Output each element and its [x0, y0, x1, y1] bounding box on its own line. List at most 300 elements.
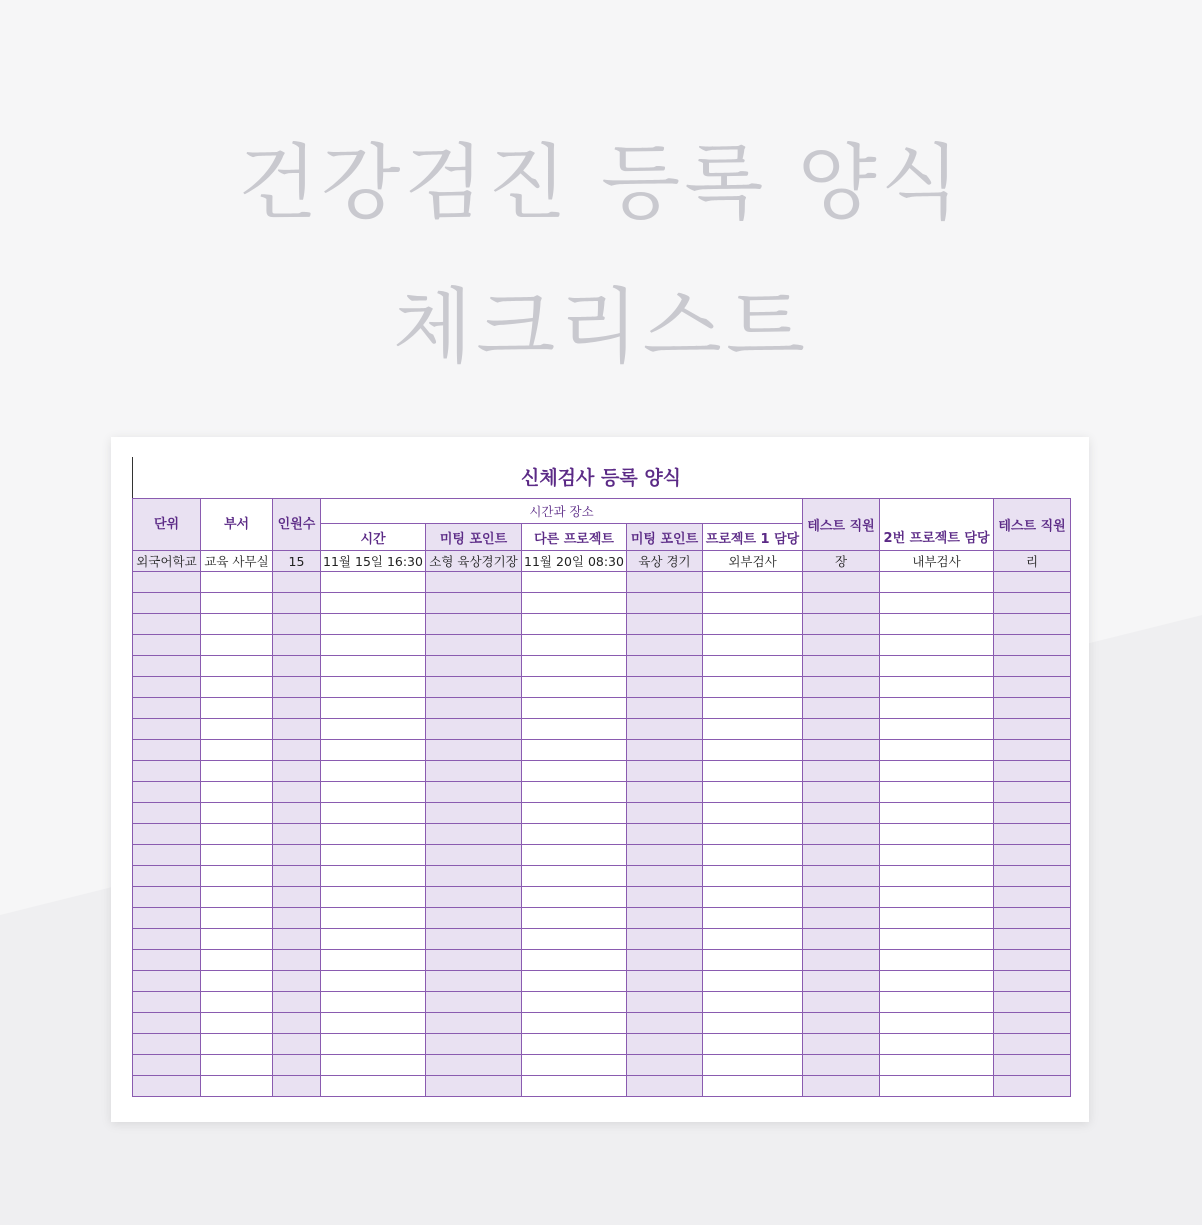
table-cell[interactable] [201, 635, 273, 656]
table-cell[interactable] [273, 761, 321, 782]
table-cell[interactable] [522, 1013, 627, 1034]
table-cell[interactable] [522, 635, 627, 656]
table-cell[interactable] [133, 887, 201, 908]
table-cell[interactable] [133, 656, 201, 677]
table-cell[interactable] [627, 761, 703, 782]
table-cell[interactable] [627, 887, 703, 908]
table-cell[interactable] [994, 719, 1071, 740]
table-row [133, 992, 1071, 1013]
table-cell[interactable] [133, 971, 201, 992]
table-cell[interactable] [201, 803, 273, 824]
table-cell[interactable] [994, 803, 1071, 824]
table-cell[interactable] [522, 1055, 627, 1076]
table-cell[interactable] [522, 950, 627, 971]
table-cell[interactable] [273, 950, 321, 971]
table-cell[interactable] [201, 572, 273, 593]
table-cell[interactable] [201, 1076, 273, 1097]
table-cell[interactable] [133, 761, 201, 782]
table-cell[interactable] [426, 803, 522, 824]
table-cell[interactable] [880, 803, 994, 824]
table-cell[interactable] [880, 1055, 994, 1076]
table-cell[interactable] [321, 908, 426, 929]
table-cell[interactable] [133, 698, 201, 719]
headline-line2: 체크리스트 [392, 280, 810, 375]
table-cell[interactable] [522, 593, 627, 614]
table-cell[interactable] [703, 1076, 803, 1097]
table-cell[interactable] [321, 950, 426, 971]
table-cell[interactable] [201, 761, 273, 782]
table-cell[interactable] [133, 824, 201, 845]
table-cell[interactable] [703, 824, 803, 845]
table-cell[interactable] [133, 1055, 201, 1076]
table-cell[interactable] [273, 1055, 321, 1076]
table-cell[interactable] [133, 992, 201, 1013]
table-cell[interactable] [201, 929, 273, 950]
table-cell[interactable] [273, 614, 321, 635]
table-cell[interactable] [703, 950, 803, 971]
table-cell[interactable] [522, 908, 627, 929]
table-cell[interactable] [880, 845, 994, 866]
table-cell[interactable] [426, 887, 522, 908]
table-cell[interactable] [522, 698, 627, 719]
table-cell[interactable] [522, 845, 627, 866]
table-cell[interactable] [703, 677, 803, 698]
table-cell[interactable] [994, 887, 1071, 908]
table-cell[interactable]: 리 [994, 551, 1071, 572]
table-cell[interactable] [803, 866, 880, 887]
table-cell[interactable] [426, 782, 522, 803]
table-cell[interactable] [880, 656, 994, 677]
table-cell[interactable] [522, 782, 627, 803]
table-cell[interactable] [133, 677, 201, 698]
table-cell[interactable] [133, 614, 201, 635]
table-cell[interactable] [880, 866, 994, 887]
table-cell[interactable] [321, 761, 426, 782]
table-cell[interactable] [201, 782, 273, 803]
table-cell[interactable] [703, 614, 803, 635]
table-cell[interactable]: 11월 20일 08:30 [522, 551, 627, 572]
table-cell[interactable] [273, 803, 321, 824]
table-cell[interactable] [321, 1055, 426, 1076]
table-cell[interactable] [133, 908, 201, 929]
table-cell[interactable] [201, 656, 273, 677]
table-cell[interactable] [522, 572, 627, 593]
table-cell[interactable] [880, 908, 994, 929]
table-cell[interactable] [703, 866, 803, 887]
table-cell[interactable] [133, 929, 201, 950]
table-cell[interactable] [703, 992, 803, 1013]
table-cell[interactable] [803, 1076, 880, 1097]
table-cell[interactable] [273, 866, 321, 887]
table-cell[interactable] [627, 1076, 703, 1097]
table-cell[interactable] [201, 698, 273, 719]
table-row [133, 698, 1071, 719]
table-cell[interactable] [133, 782, 201, 803]
table-cell[interactable] [273, 572, 321, 593]
table-cell[interactable] [994, 1076, 1071, 1097]
table-cell[interactable] [201, 1034, 273, 1055]
table-cell[interactable] [133, 1076, 201, 1097]
table-cell[interactable] [627, 992, 703, 1013]
table-cell[interactable] [201, 866, 273, 887]
table-cell[interactable] [522, 1034, 627, 1055]
table-cell[interactable] [703, 698, 803, 719]
table-cell[interactable] [201, 740, 273, 761]
header-department: 부서 [201, 499, 273, 551]
table-cell[interactable] [426, 572, 522, 593]
table-row [133, 1055, 1071, 1076]
table-cell[interactable] [426, 740, 522, 761]
table-cell[interactable] [426, 908, 522, 929]
table-cell[interactable] [426, 1013, 522, 1034]
table-cell[interactable] [703, 1034, 803, 1055]
table-cell[interactable] [880, 824, 994, 845]
table-cell[interactable] [803, 803, 880, 824]
table-cell[interactable] [627, 1013, 703, 1034]
table-cell[interactable] [273, 1076, 321, 1097]
table-cell[interactable] [321, 698, 426, 719]
table-cell[interactable] [803, 992, 880, 1013]
table-cell[interactable] [703, 887, 803, 908]
table-cell[interactable] [321, 887, 426, 908]
table-cell[interactable] [880, 740, 994, 761]
table-cell[interactable] [880, 593, 994, 614]
table-cell[interactable] [703, 908, 803, 929]
table-cell[interactable] [321, 572, 426, 593]
table-cell[interactable] [201, 614, 273, 635]
table-cell[interactable] [703, 845, 803, 866]
table-cell[interactable] [426, 1034, 522, 1055]
table-row [133, 971, 1071, 992]
table-cell[interactable] [522, 992, 627, 1013]
table-cell[interactable] [273, 635, 321, 656]
table-cell[interactable] [627, 845, 703, 866]
table-cell[interactable] [994, 1055, 1071, 1076]
table-cell[interactable] [273, 698, 321, 719]
table-cell[interactable] [880, 782, 994, 803]
table-cell[interactable] [321, 782, 426, 803]
table-cell[interactable] [880, 971, 994, 992]
table-cell[interactable] [994, 572, 1071, 593]
table-cell[interactable] [803, 761, 880, 782]
table-cell[interactable] [880, 1013, 994, 1034]
table-cell[interactable] [703, 1013, 803, 1034]
table-cell[interactable] [133, 719, 201, 740]
table-cell[interactable] [426, 635, 522, 656]
table-cell[interactable] [994, 698, 1071, 719]
table-cell[interactable] [627, 635, 703, 656]
table-cell[interactable] [627, 614, 703, 635]
table-cell[interactable] [880, 950, 994, 971]
table-cell[interactable] [426, 761, 522, 782]
table-cell[interactable] [880, 614, 994, 635]
table-cell[interactable] [426, 593, 522, 614]
table-cell[interactable] [803, 593, 880, 614]
table-cell[interactable] [273, 719, 321, 740]
table-cell[interactable] [273, 887, 321, 908]
table-cell[interactable] [703, 719, 803, 740]
table-cell[interactable] [201, 719, 273, 740]
table-cell[interactable] [880, 719, 994, 740]
table-cell[interactable] [627, 572, 703, 593]
table-cell[interactable] [321, 866, 426, 887]
table-cell[interactable] [703, 761, 803, 782]
table-cell[interactable] [133, 1013, 201, 1034]
table-cell[interactable] [273, 971, 321, 992]
table-cell[interactable] [627, 677, 703, 698]
table-cell[interactable] [133, 950, 201, 971]
table-cell[interactable] [994, 656, 1071, 677]
table-cell[interactable] [803, 740, 880, 761]
table-cell[interactable] [803, 887, 880, 908]
table-cell[interactable] [201, 1055, 273, 1076]
table-cell[interactable] [133, 740, 201, 761]
table-cell[interactable] [522, 719, 627, 740]
table-cell[interactable] [426, 929, 522, 950]
table-cell[interactable] [803, 971, 880, 992]
table-cell[interactable] [994, 824, 1071, 845]
table-cell[interactable] [201, 824, 273, 845]
table-cell[interactable] [880, 572, 994, 593]
table-cell[interactable] [627, 1034, 703, 1055]
table-cell[interactable] [703, 971, 803, 992]
table-cell[interactable] [321, 719, 426, 740]
table-cell[interactable] [426, 698, 522, 719]
table-cell[interactable] [426, 677, 522, 698]
table-cell[interactable] [273, 992, 321, 1013]
table-cell[interactable] [994, 1013, 1071, 1034]
table-cell[interactable] [803, 677, 880, 698]
table-cell[interactable] [321, 971, 426, 992]
table-cell[interactable] [880, 1034, 994, 1055]
table-cell[interactable] [522, 761, 627, 782]
table-cell[interactable] [994, 593, 1071, 614]
table-cell[interactable] [426, 1076, 522, 1097]
table-cell[interactable] [627, 908, 703, 929]
table-cell[interactable] [426, 866, 522, 887]
table-cell[interactable] [880, 635, 994, 656]
table-cell[interactable]: 교육 사무실 [201, 551, 273, 572]
table-cell[interactable] [803, 845, 880, 866]
table-cell[interactable] [627, 824, 703, 845]
table-cell[interactable] [273, 845, 321, 866]
table-cell[interactable] [880, 698, 994, 719]
table-cell[interactable] [133, 593, 201, 614]
table-cell[interactable] [133, 866, 201, 887]
table-cell[interactable] [522, 740, 627, 761]
table-cell[interactable]: 외부검사 [703, 551, 803, 572]
table-cell[interactable] [994, 992, 1071, 1013]
table-row [133, 635, 1071, 656]
table-cell[interactable] [426, 614, 522, 635]
table-cell[interactable] [803, 698, 880, 719]
table-cell[interactable] [994, 677, 1071, 698]
table-cell[interactable] [880, 677, 994, 698]
table-cell[interactable] [880, 929, 994, 950]
table-cell[interactable] [803, 908, 880, 929]
table-cell[interactable] [994, 761, 1071, 782]
table-cell[interactable] [201, 887, 273, 908]
table-cell[interactable] [994, 635, 1071, 656]
table-cell[interactable] [133, 635, 201, 656]
table-body [133, 551, 1071, 1097]
table-cell[interactable] [321, 1076, 426, 1097]
table-cell[interactable] [426, 656, 522, 677]
table-cell[interactable] [273, 824, 321, 845]
table-cell[interactable] [994, 908, 1071, 929]
table-cell[interactable] [522, 1076, 627, 1097]
table-cell[interactable] [426, 719, 522, 740]
table-cell[interactable] [133, 572, 201, 593]
table-cell[interactable] [133, 1034, 201, 1055]
table-cell[interactable] [273, 1034, 321, 1055]
table-cell[interactable] [703, 656, 803, 677]
table-cell[interactable] [627, 803, 703, 824]
table-cell[interactable] [522, 803, 627, 824]
table-cell[interactable] [522, 614, 627, 635]
table-cell[interactable] [803, 572, 880, 593]
table-cell[interactable] [627, 719, 703, 740]
table-cell[interactable] [426, 992, 522, 1013]
table-cell[interactable]: 11월 15일 16:30 [321, 551, 426, 572]
table-cell[interactable] [627, 593, 703, 614]
table-cell[interactable] [703, 635, 803, 656]
table-cell[interactable] [994, 866, 1071, 887]
table-cell[interactable] [994, 782, 1071, 803]
table-cell[interactable] [803, 635, 880, 656]
table-cell[interactable] [321, 677, 426, 698]
table-row [133, 614, 1071, 635]
table-cell[interactable] [321, 635, 426, 656]
table-cell[interactable] [703, 740, 803, 761]
table-cell[interactable]: 15 [273, 551, 321, 572]
table-cell[interactable] [880, 887, 994, 908]
table-cell[interactable] [627, 740, 703, 761]
table-cell[interactable] [627, 656, 703, 677]
table-cell[interactable] [133, 803, 201, 824]
table-cell[interactable] [201, 950, 273, 971]
table-cell[interactable] [321, 1034, 426, 1055]
table-cell[interactable]: 외국어학교 [133, 551, 201, 572]
table-cell[interactable] [273, 929, 321, 950]
table-cell[interactable] [201, 845, 273, 866]
table-cell[interactable] [994, 845, 1071, 866]
table-cell[interactable] [522, 887, 627, 908]
table-cell[interactable] [522, 677, 627, 698]
table-cell[interactable] [803, 950, 880, 971]
table-cell[interactable] [994, 1034, 1071, 1055]
table-cell[interactable] [627, 698, 703, 719]
table-cell[interactable] [273, 1013, 321, 1034]
table-cell[interactable] [201, 677, 273, 698]
table-cell[interactable] [321, 656, 426, 677]
table-cell[interactable] [703, 782, 803, 803]
table-cell[interactable] [201, 908, 273, 929]
table-cell[interactable] [803, 782, 880, 803]
table-cell[interactable] [627, 1055, 703, 1076]
table-cell[interactable] [994, 971, 1071, 992]
table-cell[interactable] [627, 866, 703, 887]
table-cell[interactable] [321, 1013, 426, 1034]
table-cell[interactable] [803, 719, 880, 740]
table-cell[interactable] [426, 845, 522, 866]
table-cell[interactable] [703, 803, 803, 824]
table-cell[interactable] [321, 824, 426, 845]
table-cell[interactable] [321, 740, 426, 761]
table-cell[interactable] [321, 845, 426, 866]
table-cell[interactable] [803, 1034, 880, 1055]
table-cell[interactable] [880, 761, 994, 782]
table-cell[interactable]: 장 [803, 551, 880, 572]
table-cell[interactable] [880, 1076, 994, 1097]
table-cell[interactable] [201, 1013, 273, 1034]
table-cell[interactable] [803, 1013, 880, 1034]
header-test-staff-1: 테스트 직원 [803, 499, 880, 551]
table-cell[interactable] [321, 992, 426, 1013]
table-cell[interactable] [994, 950, 1071, 971]
table-cell[interactable] [627, 929, 703, 950]
table-cell[interactable] [803, 929, 880, 950]
table-cell[interactable] [994, 614, 1071, 635]
table-cell[interactable] [627, 971, 703, 992]
header-test-staff-2: 테스트 직원 [994, 499, 1071, 551]
table-cell[interactable] [522, 656, 627, 677]
table-cell[interactable] [426, 971, 522, 992]
table-cell[interactable] [426, 824, 522, 845]
table-cell[interactable] [273, 908, 321, 929]
table-cell[interactable] [201, 992, 273, 1013]
table-cell[interactable] [803, 614, 880, 635]
table-cell[interactable] [522, 824, 627, 845]
table-cell[interactable] [994, 740, 1071, 761]
table-cell[interactable] [321, 803, 426, 824]
table-cell[interactable] [803, 1055, 880, 1076]
table-cell[interactable] [627, 950, 703, 971]
table-cell[interactable] [273, 656, 321, 677]
sheet-title: 신체검사 등록 양식 [520, 467, 682, 489]
table-cell[interactable] [522, 929, 627, 950]
table-cell[interactable] [426, 950, 522, 971]
table-cell[interactable] [803, 656, 880, 677]
table-cell[interactable]: 소형 육상경기장 [426, 551, 522, 572]
table-cell[interactable] [273, 677, 321, 698]
table-row [133, 1034, 1071, 1055]
table-cell[interactable] [627, 782, 703, 803]
table-cell[interactable] [703, 572, 803, 593]
table-cell[interactable] [703, 929, 803, 950]
table-cell[interactable]: 내부검사 [880, 551, 994, 572]
table-cell[interactable] [273, 740, 321, 761]
table-cell[interactable] [803, 824, 880, 845]
table-cell[interactable] [703, 593, 803, 614]
table-cell[interactable] [201, 971, 273, 992]
table-cell[interactable] [321, 929, 426, 950]
table-cell[interactable] [133, 845, 201, 866]
table-cell[interactable] [994, 929, 1071, 950]
table-cell[interactable] [273, 782, 321, 803]
table-cell[interactable] [201, 593, 273, 614]
table-row [133, 1013, 1071, 1034]
table-cell[interactable] [522, 971, 627, 992]
table-cell[interactable] [321, 593, 426, 614]
table-cell[interactable] [522, 866, 627, 887]
table-cell[interactable] [273, 593, 321, 614]
table-cell[interactable] [880, 992, 994, 1013]
table-cell[interactable]: 육상 경기 [627, 551, 703, 572]
table-cell[interactable] [321, 614, 426, 635]
table-cell[interactable] [426, 1055, 522, 1076]
table-cell[interactable] [703, 1055, 803, 1076]
